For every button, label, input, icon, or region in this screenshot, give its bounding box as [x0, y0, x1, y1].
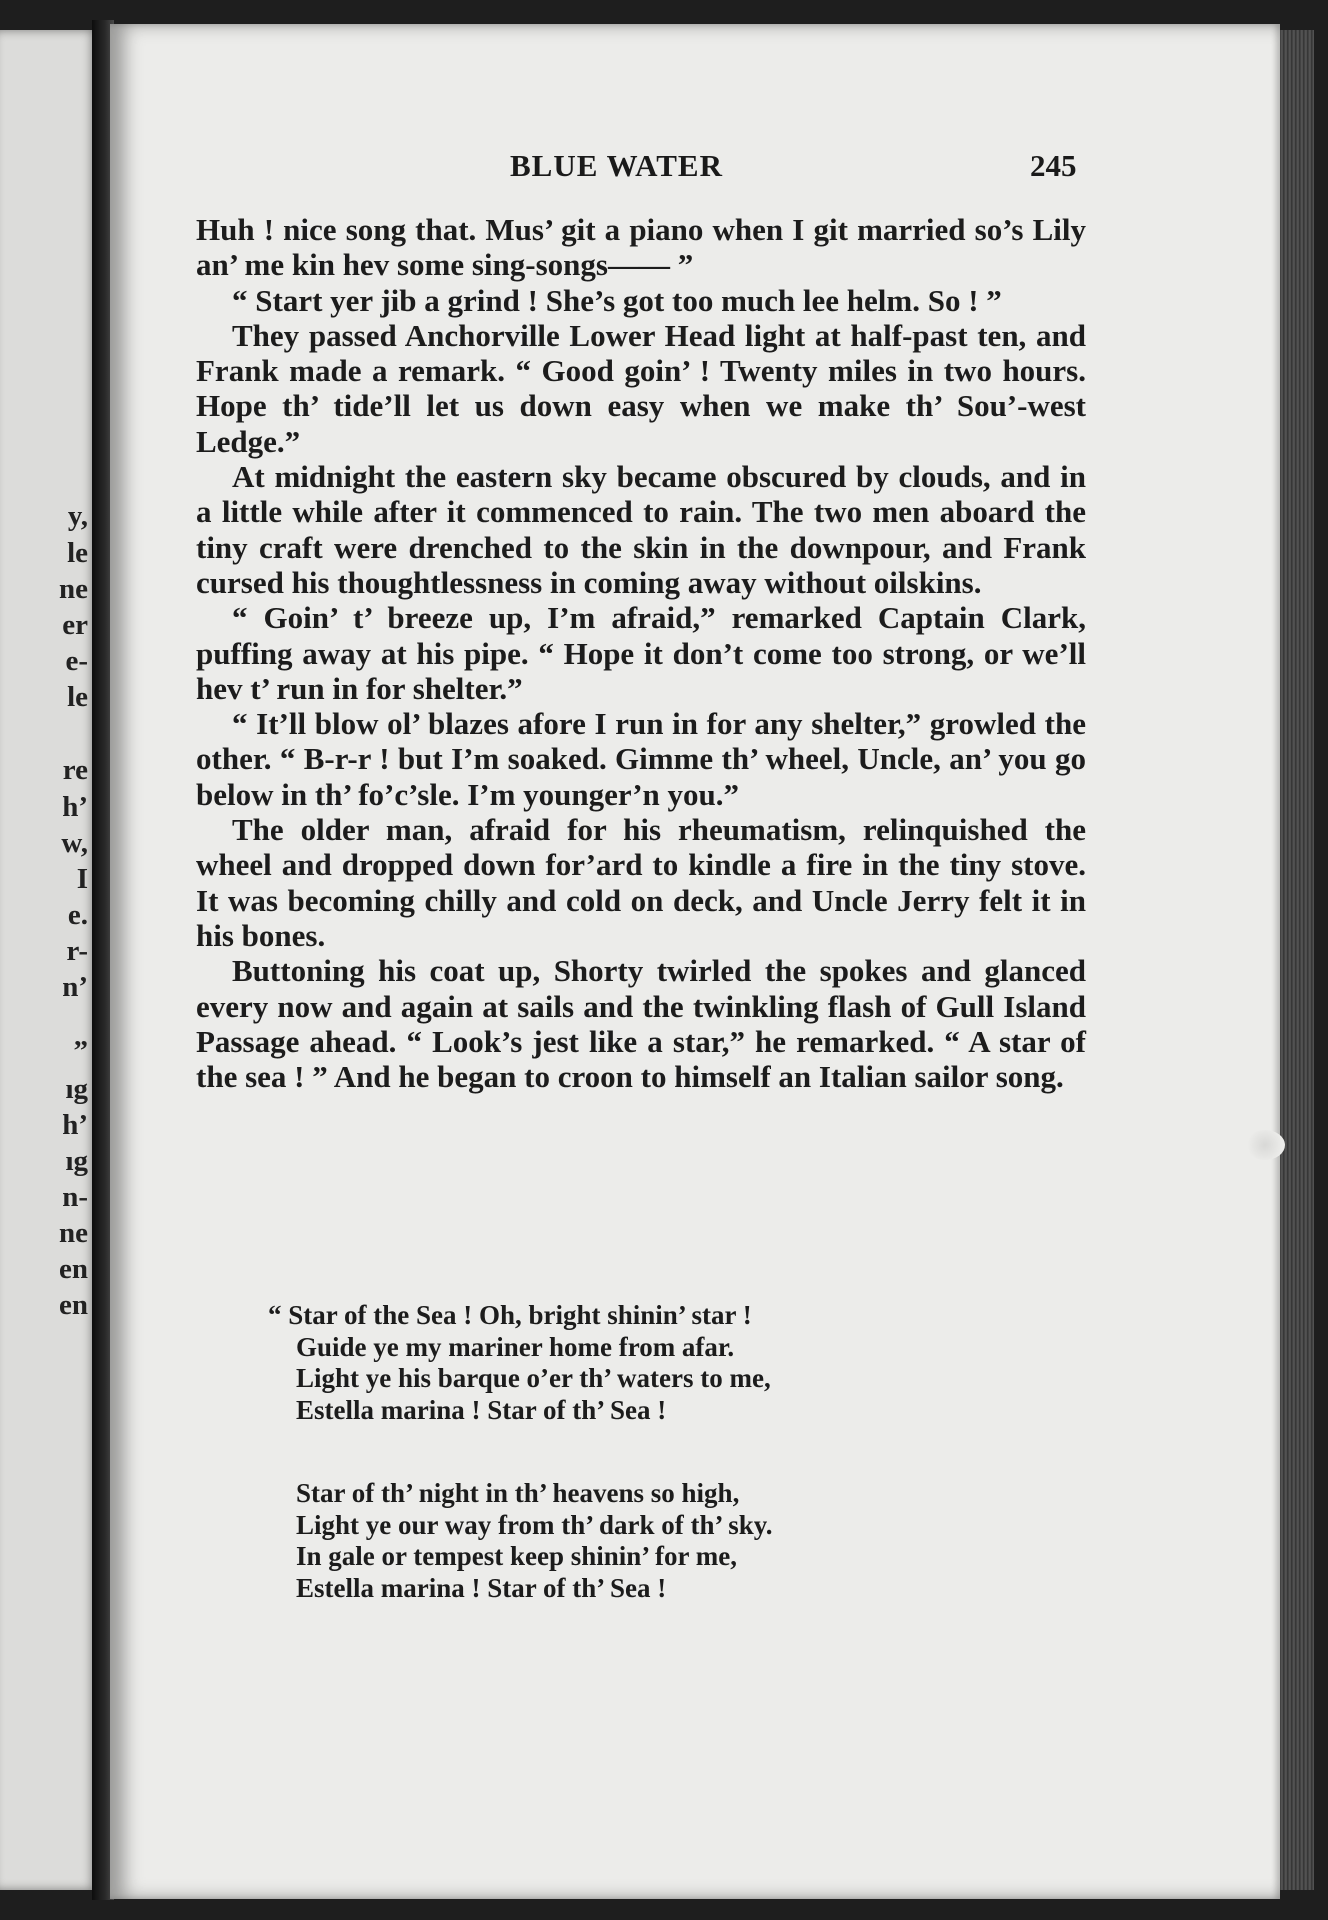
poem-stanza	[268, 1478, 968, 1604]
poem-line: Estella marina ! Star of th’ Sea !	[296, 1572, 667, 1603]
facing-page-fragment: r-	[66, 935, 88, 967]
facing-page-fragment: n’	[62, 971, 88, 1003]
paragraph: “ Goin’ t’ breeze up, I’m afraid,” remarked Captain Clark, puffing away at his pipe. “ Hope it don’t come too strong, or we’ll hev t’ run in for shelter.”	[196, 600, 1086, 706]
paragraph: “ It’ll blow ol’ blazes afore I run in for any shelter,” growled the other. “ B-r-r ! but I’m soaked. Gimme th’ wheel, Uncle, an’ you go below in th’ fo’c’sle. I’m younger’n you.”	[196, 706, 1086, 812]
facing-page-fragment: ıg	[65, 1145, 88, 1177]
poem-line: “ Star of the Sea ! Oh, bright shinin’ star !	[268, 1300, 752, 1330]
facing-page-fragment: ”	[73, 1035, 88, 1067]
facing-page-fragment: ne	[59, 573, 88, 605]
running-title: BLUE WATER	[510, 148, 723, 183]
poem-line: Estella marina ! Star of th’ Sea !	[296, 1394, 667, 1425]
facing-page-fragment: y,	[67, 500, 88, 532]
page-number: 245	[1030, 148, 1077, 183]
facing-page-fragment: h’	[62, 1109, 88, 1141]
facing-page-fragment: w,	[61, 827, 88, 859]
facing-page-fragment: n-	[62, 1181, 88, 1213]
poem-line: Guide ye my mariner home from afar.	[296, 1331, 735, 1362]
facing-page-fragment: ne	[59, 1217, 88, 1249]
paragraph: The older man, afraid for his rheumatism, relinquished the wheel and dropped down for’ard to kindle a fire in the tiny stove. It was becoming chilly and cold on deck, and Uncle Jerry felt it in his bones.	[196, 812, 1086, 953]
poem-line: Light ye our way from th’ dark of th’ sky.	[296, 1509, 773, 1540]
page-stack-edge	[1280, 30, 1314, 1890]
facing-page-fragment: le	[67, 681, 88, 713]
facing-page-fragment: ıg	[65, 1073, 88, 1105]
running-header	[110, 148, 1280, 188]
facing-page-fragment: e-	[65, 645, 88, 677]
paragraph: They passed Anchorville Lower Head light at half-past ten, and Frank made a remark. “ Good goin’ ! Twenty miles in two hours. Hope th’ tide’ll let us down easy when we make th’ Sou’-west Ledge.”	[196, 317, 1086, 459]
facing-page-fragment: er	[62, 609, 88, 641]
paragraph: Huh ! nice song that. Mus’ git a piano when I git married so’s Lily an’ me kin hev some sing-songs—— ”	[196, 212, 1086, 283]
facing-page-fragment: le	[67, 537, 88, 569]
poem	[268, 1300, 968, 1656]
paragraph: “ Start yer jib a grind ! She’s got too much lee helm. So ! ”	[232, 282, 1002, 318]
poem-stanza	[268, 1300, 968, 1426]
page-smudge	[1245, 1130, 1285, 1160]
facing-page-fragment: h’	[62, 791, 88, 823]
poem-line: Star of th’ night in th’ heavens so high,	[296, 1478, 740, 1508]
facing-page-edge	[0, 30, 98, 1890]
facing-page-fragment: en	[59, 1253, 88, 1285]
facing-page-fragment: e.	[67, 899, 88, 931]
body-text	[196, 212, 1086, 1094]
poem-line: In gale or tempest keep shinin’ for me,	[296, 1541, 737, 1571]
facing-page-fragment: I	[76, 863, 88, 895]
paragraph: Buttoning his coat up, Shorty twirled the spokes and glanced every now and again at sails and the twinkling flash of Gull Island Passage ahead. “ Look’s jest like a star,” he remarked. “ A star of the sea ! ” And he began to croon to himself an Italian sailor song.	[196, 953, 1086, 1095]
facing-page-fragment: en	[59, 1289, 88, 1321]
paragraph: At midnight the eastern sky became obscured by clouds, and in a little while after it commenced to rain. The two men aboard the tiny craft were drenched to the skin in the downpour, and Frank cursed his thoughtlessness in coming away without oilskins.	[196, 459, 1086, 600]
facing-page-fragment: re	[62, 754, 88, 786]
poem-line: Light ye his barque o’er th’ waters to me,	[296, 1363, 771, 1393]
